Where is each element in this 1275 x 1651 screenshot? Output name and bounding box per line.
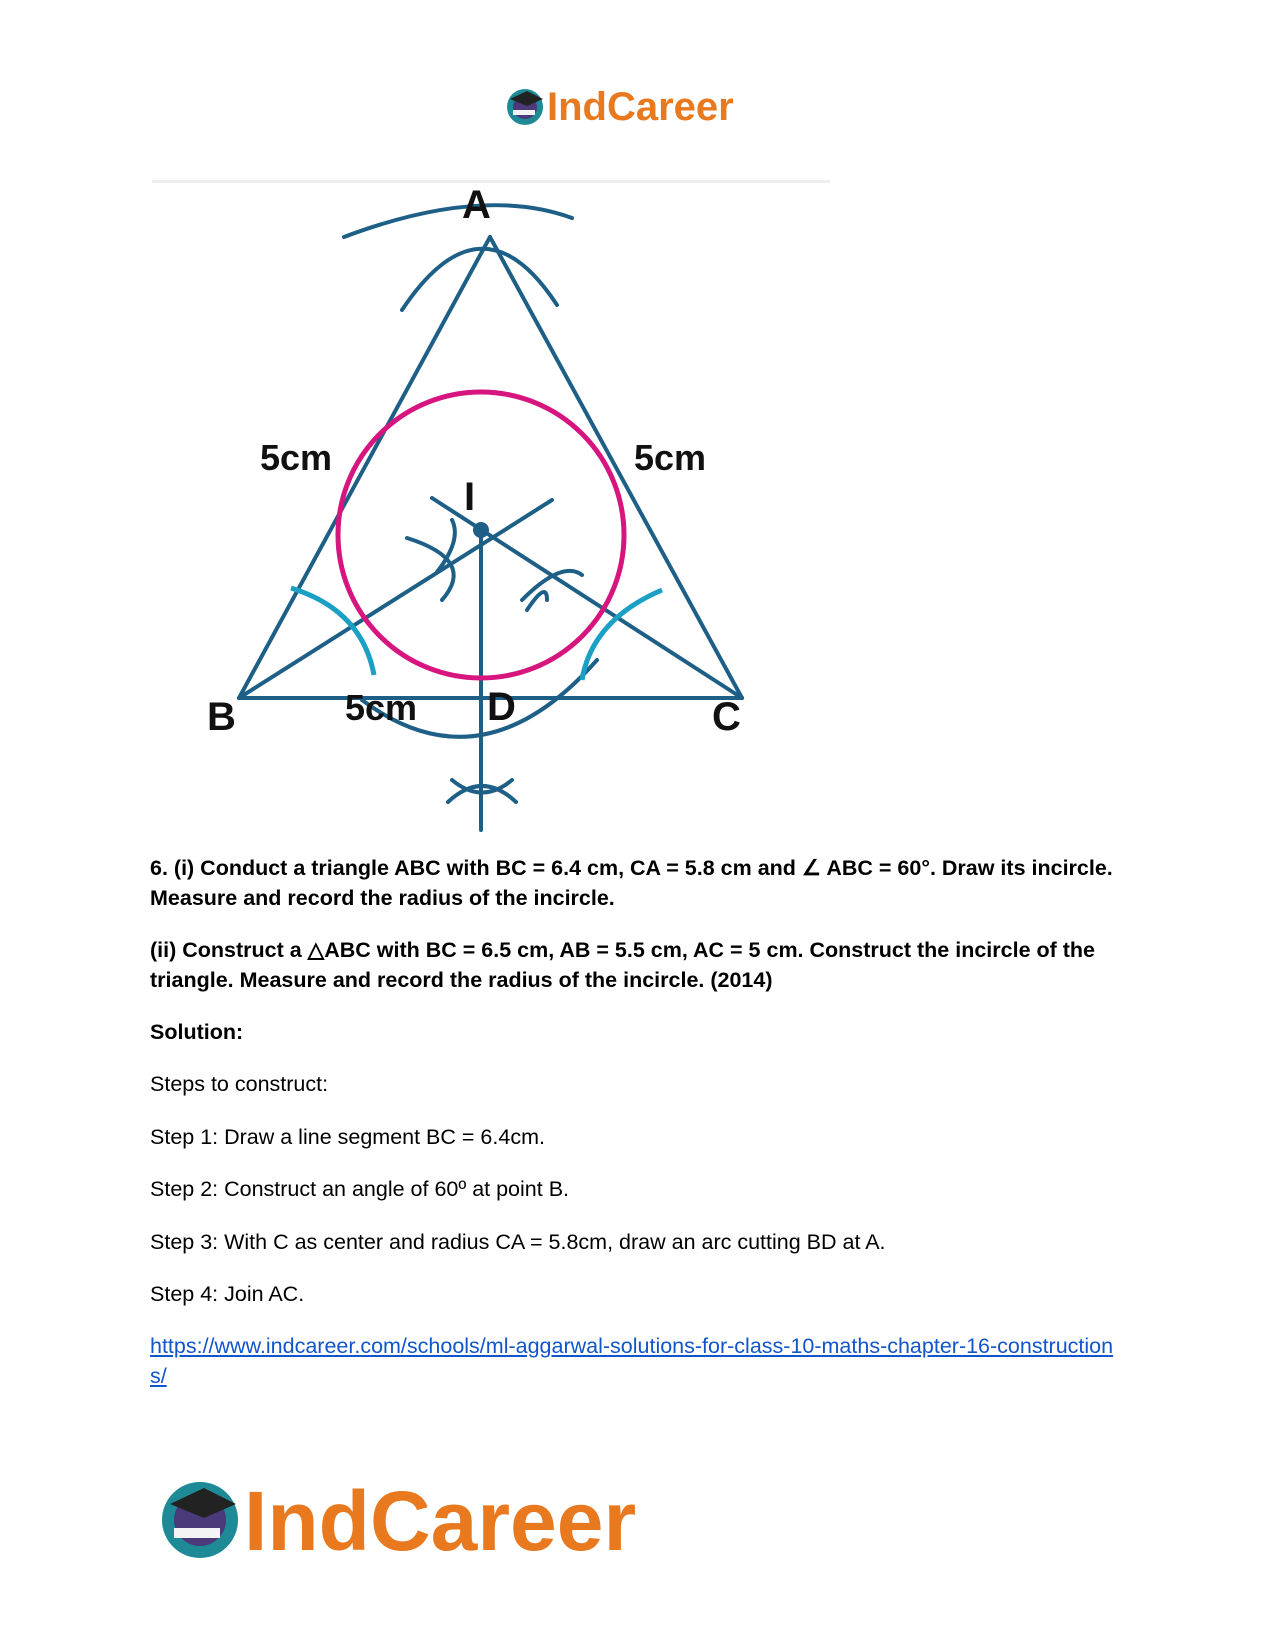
graduation-cap-icon	[507, 89, 543, 125]
arc-a-left	[344, 205, 572, 237]
source-link[interactable]: https://www.indcareer.com/schools/ml-aggarwal-solutions-for-class-10-maths-chapter-16-constructions/	[150, 1334, 1114, 1388]
construction-lines	[239, 205, 742, 830]
step-3: Step 3: With C as center and radius CA = 5.8cm, draw an arc cutting BD at A.	[150, 1230, 886, 1254]
figure-top-border	[152, 180, 830, 183]
steps-intro: Steps to construct:	[150, 1072, 329, 1096]
incenter-point	[473, 522, 489, 538]
label-a: A	[462, 183, 491, 227]
graduation-cap-icon	[162, 1482, 238, 1558]
question-part-1: 6. (i) Conduct a triangle ABC with BC = 6.4 cm, CA = 5.8 cm and ∠ ABC = 60°. Draw its incircle. Measure and record the radius of the incircle.	[150, 856, 1113, 910]
incircle-construction-figure	[152, 180, 830, 860]
label-side-ab: 5cm	[260, 437, 333, 478]
label-c: C	[712, 695, 741, 739]
arc-i-3	[522, 571, 582, 600]
label-side-bc: 5cm	[345, 687, 418, 728]
label-d: D	[487, 685, 516, 729]
label-b: B	[207, 695, 236, 739]
solution-heading: Solution:	[150, 1020, 244, 1044]
question-part-2: (ii) Construct a △ABC with BC = 6.5 cm, AB = 5.5 cm, AC = 5 cm. Construct the incircle of the triangle. Measure and record the radius of the incircle. (2014)	[150, 938, 1096, 992]
source-link-line	[150, 1331, 1115, 1391]
indcareer-logo-bottom[interactable]	[160, 1470, 700, 1570]
label-i: I	[464, 475, 476, 519]
step-2: Step 2: Construct an angle of 60º at point B.	[150, 1177, 570, 1201]
indcareer-logo-top[interactable]	[505, 82, 775, 132]
angle-arc-b	[291, 588, 374, 675]
step-1: Step 1: Draw a line segment BC = 6.4cm.	[150, 1125, 545, 1149]
bisector-b	[239, 500, 552, 698]
arc-i-1	[407, 538, 454, 600]
label-side-ac: 5cm	[634, 437, 707, 478]
logo-text: IndCareer	[244, 1474, 637, 1568]
step-4: Step 4: Join AC.	[150, 1282, 305, 1306]
logo-text: IndCareer	[547, 85, 734, 129]
